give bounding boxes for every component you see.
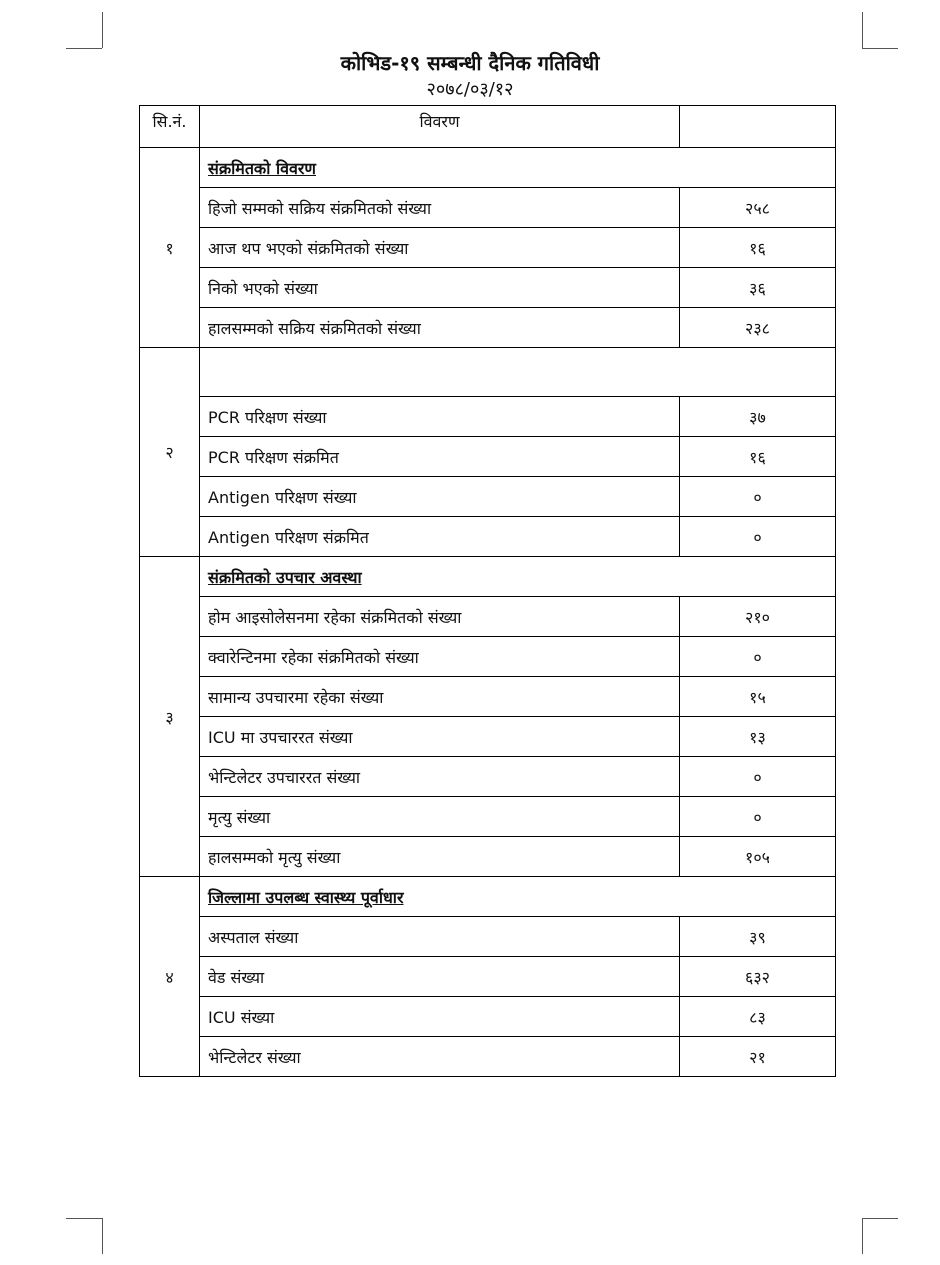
table-row [140,957,836,997]
table-row [140,997,836,1037]
row-value: ३९ [680,917,836,957]
table-row [140,677,836,717]
row-label: अस्पताल संख्या [200,917,680,957]
row-label: Antigen परिक्षण संख्या [200,477,680,517]
crop-mark [66,1218,102,1219]
row-label: PCR परिक्षण संख्या [200,397,680,437]
table-row [140,228,836,268]
row-label: होम आइसोलेसनमा रहेका संक्रमितको संख्या [200,597,680,637]
row-label: PCR परिक्षण संक्रमित [200,437,680,477]
row-label: वेड संख्या [200,957,680,997]
row-label: भेन्टिलेटर उपचाररत संख्या [200,757,680,797]
row-value: १६ [680,228,836,268]
section-heading [200,348,836,397]
section-number: ४ [140,877,200,1077]
crop-mark [862,48,898,49]
row-value: २१ [680,1037,836,1077]
table-row [140,477,836,517]
table-row [140,268,836,308]
row-value: १०५ [680,837,836,877]
header-value [680,106,836,148]
row-value: १३ [680,717,836,757]
row-value: १६ [680,437,836,477]
row-value: ३६ [680,268,836,308]
section-heading-row [140,557,836,597]
row-value: ६३२ [680,957,836,997]
table-row [140,757,836,797]
row-label: हालसम्मको सक्रिय संक्रमितको संख्या [200,308,680,348]
table-row [140,797,836,837]
section-heading-row [140,148,836,188]
row-label: निको भएको संख्या [200,268,680,308]
row-label: क्वारेन्टिनमा रहेका संक्रमितको संख्या [200,637,680,677]
page-title: कोभिड-१९ सम्बन्धी दैनिक गतिविधी [340,51,600,75]
row-label: हिजो सम्मको सक्रिय संक्रमितको संख्या [200,188,680,228]
row-value: २३८ [680,308,836,348]
row-value: ० [680,797,836,837]
row-label: आज थप भएको संक्रमितको संख्या [200,228,680,268]
table-row [140,637,836,677]
section-number: २ [140,348,200,557]
table-row [140,837,836,877]
section-heading: जिल्लामा उपलब्ध स्वास्थ्य पूर्वाधार [200,877,836,917]
table-row [140,308,836,348]
row-value: ० [680,757,836,797]
row-label: ICU मा उपचाररत संख्या [200,717,680,757]
table-row [140,917,836,957]
crop-mark [862,1218,863,1254]
covid-report-table [139,105,836,1077]
table-row [140,397,836,437]
table-row [140,517,836,557]
crop-mark [66,48,102,49]
crop-mark [862,1218,898,1219]
section-number: १ [140,148,200,348]
table-row [140,597,836,637]
crop-mark [102,12,103,48]
row-label: Antigen परिक्षण संक्रमित [200,517,680,557]
header-description: विवरण [200,106,680,148]
report-date: २०७८/०३/१२ [426,79,514,100]
row-value: ० [680,637,836,677]
section-number: ३ [140,557,200,877]
row-value: २१० [680,597,836,637]
row-label: ICU संख्या [200,997,680,1037]
table-header-row [140,106,836,148]
row-value: २५८ [680,188,836,228]
crop-mark [102,1218,103,1254]
section-heading-row [140,348,836,397]
crop-mark [862,12,863,48]
row-label: मृत्यु संख्या [200,797,680,837]
row-value: ० [680,517,836,557]
row-label: सामान्य उपचारमा रहेका संख्या [200,677,680,717]
table-row [140,188,836,228]
table-row [140,717,836,757]
header-sn: सि.नं. [140,106,200,148]
row-value: १५ [680,677,836,717]
row-label: भेन्टिलेटर संख्या [200,1037,680,1077]
row-label: हालसम्मको मृत्यु संख्या [200,837,680,877]
row-value: ८३ [680,997,836,1037]
row-value: ० [680,477,836,517]
table-row [140,437,836,477]
section-heading: संक्रमितको उपचार अवस्था [200,557,836,597]
section-heading: संक्रमितको विवरण [200,148,836,188]
table-row [140,1037,836,1077]
section-heading-row [140,877,836,917]
row-value: ३७ [680,397,836,437]
